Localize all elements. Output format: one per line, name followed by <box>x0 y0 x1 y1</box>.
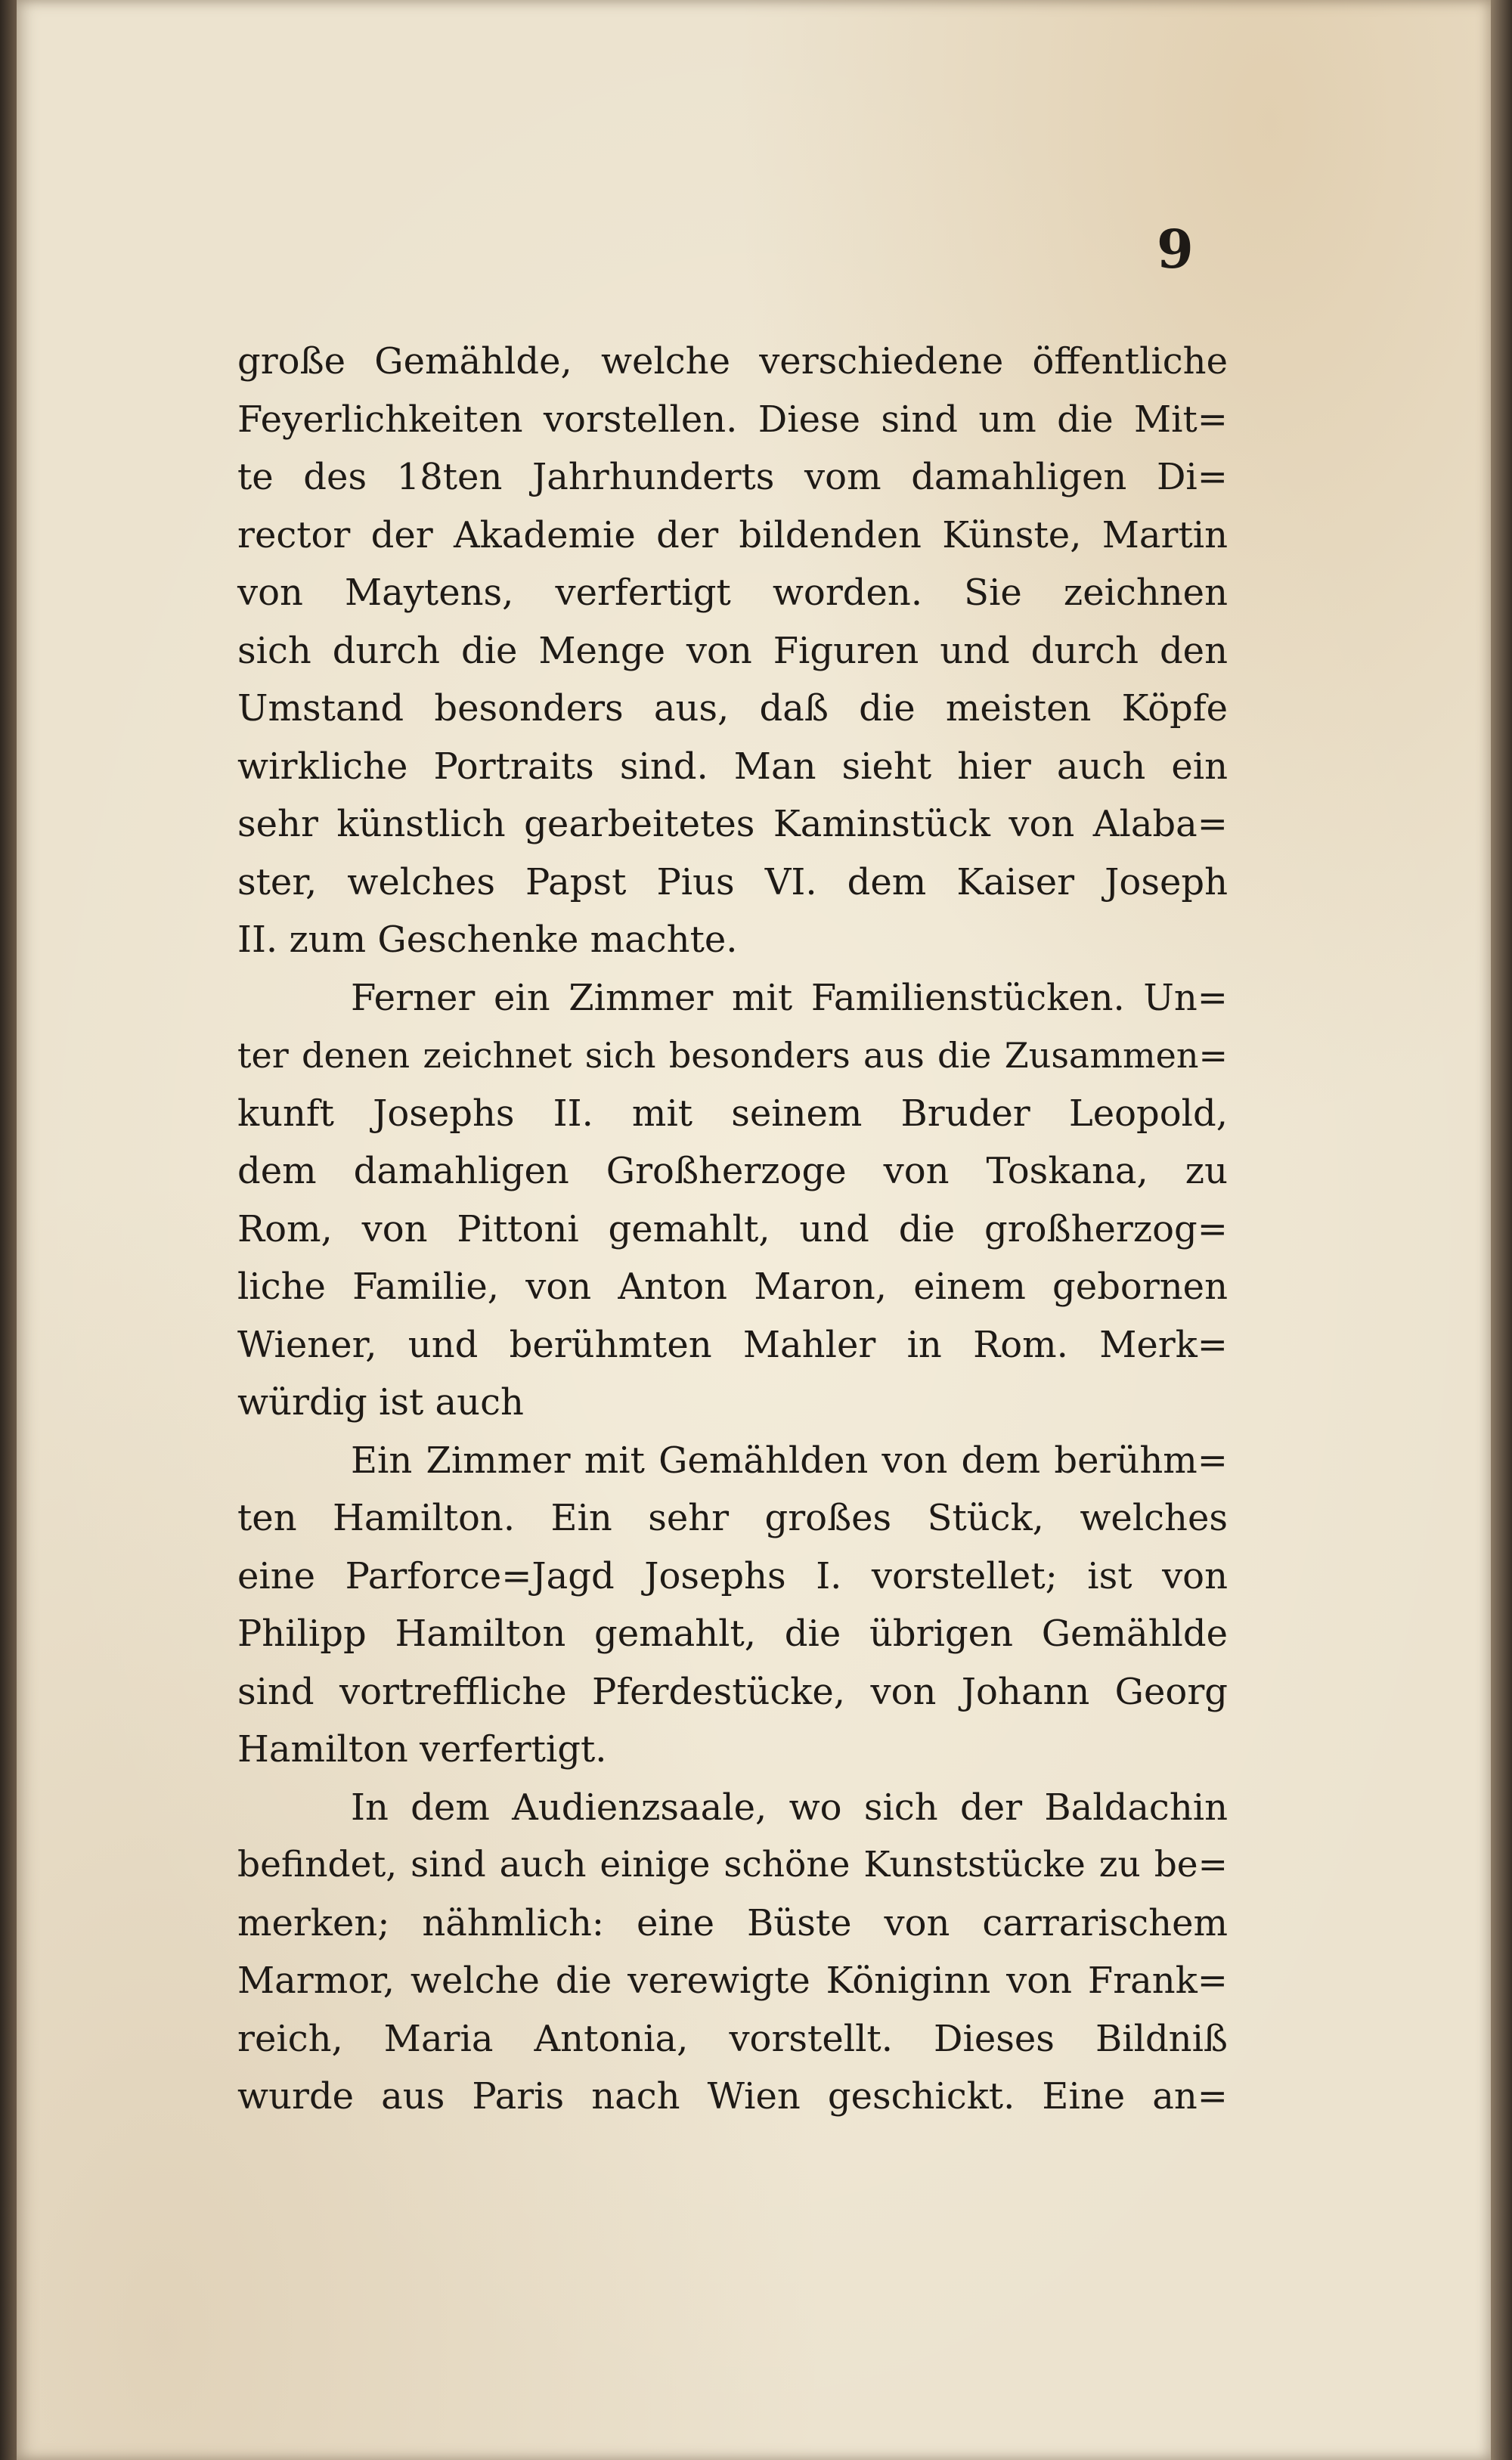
page-edge-shadow <box>1491 0 1512 2460</box>
text-line: liche Familie, von Anton Maron, einem gebornen <box>237 1266 1228 1308</box>
text-line: ster, welches Papst Pius VI. dem Kaiser Joseph <box>237 860 1228 903</box>
text-line: Wiener, und berühmten Mahler in Rom. Merk= <box>237 1323 1228 1366</box>
text-line: ter denen zeichnet sich besonders aus die Zusammen= <box>237 1035 1228 1076</box>
text-line: große Gemählde, welche verschiedene öffentliche <box>237 340 1228 383</box>
book-spine-shadow <box>0 0 17 2460</box>
text-line: Philipp Hamilton gemahlt, die übrigen Gemählde <box>237 1613 1228 1655</box>
text-line: Hamilton verfertigt. <box>237 1728 607 1771</box>
text-line: merken; nähmlich: eine Büste von carrarischem <box>237 1901 1228 1944</box>
page-number: 9 <box>1157 218 1194 280</box>
text-line: wurde aus Paris nach Wien geschickt. Eine an= <box>237 2075 1228 2118</box>
text-line: Ein Zimmer mit Gemählden von dem berühm= <box>351 1439 1228 1482</box>
text-line: eine Parforce=Jagd Josephs I. vorstellet; ist von <box>237 1554 1228 1597</box>
text-line: kunft Josephs II. mit seinem Bruder Leopold, <box>237 1092 1228 1135</box>
text-line: II. zum Geschenke machte. <box>237 919 738 961</box>
text-line: Rom, von Pittoni gemahlt, und die großherzog= <box>237 1207 1228 1250</box>
text-line: dem damahligen Großherzoge von Toskana, zu <box>237 1150 1228 1192</box>
text-line: In dem Audienzsaale, wo sich der Baldachin <box>351 1786 1228 1829</box>
book-page <box>17 0 1491 2460</box>
text-line: Umstand besonders aus, daß die meisten Köpfe <box>237 687 1228 730</box>
body-text <box>237 333 1228 2126</box>
text-line: würdig ist auch <box>237 1381 524 1424</box>
text-line: wirkliche Portraits sind. Man sieht hier auch ein <box>237 745 1228 788</box>
text-line: sich durch die Menge von Figuren und durch den <box>237 629 1228 672</box>
text-line: Marmor, welche die verewigte Königinn von Frank= <box>237 1960 1228 2002</box>
text-line: rector der Akademie der bildenden Künste, Martin <box>237 513 1228 556</box>
text-line: te des 18ten Jahrhunderts vom damahligen Di= <box>237 456 1228 498</box>
text-line: sehr künstlich gearbeitetes Kaminstück von Alaba= <box>237 803 1228 845</box>
text-line: reich, Maria Antonia, vorstellt. Dieses Bildniß <box>237 2017 1228 2060</box>
text-line: sind vortreffliche Pferdestücke, von Johann Georg <box>237 1670 1228 1713</box>
text-line: befindet, sind auch einige schöne Kunststücke zu be= <box>237 1844 1228 1885</box>
text-line: von Maytens, verfertigt worden. Sie zeichnen <box>237 572 1228 614</box>
text-line: Ferner ein Zimmer mit Familienstücken. Un= <box>351 976 1228 1019</box>
text-line: Feyerlichkeiten vorstellen. Diese sind um die Mit= <box>237 398 1228 441</box>
text-line: ten Hamilton. Ein sehr großes Stück, welches <box>237 1497 1228 1539</box>
